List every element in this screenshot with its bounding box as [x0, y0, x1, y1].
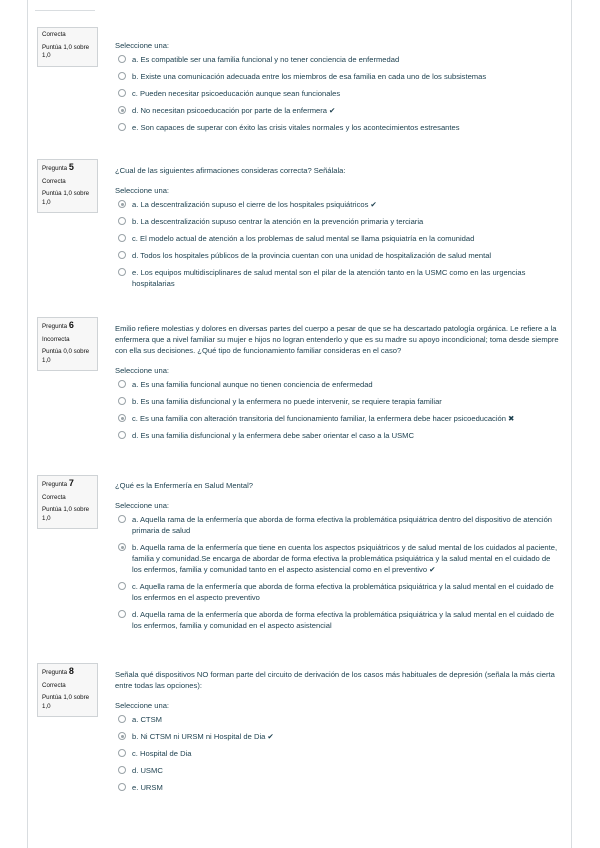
question-text: Emilio refiere molestias y dolores en diversas partes del cuerpo a pesar de que se ha descartado patología orgánica. Le refiere a la enfermera que a nivel familiar su mujer e hijos no logran entenderlo y que es su madre su apoyo incondicional; toma desde siempre con ella sus decisiones. ¿Qué tipo de funcionamiento familiar consideras en el caso? [115, 324, 559, 355]
check-icon: ✔ [267, 732, 274, 741]
option-text: b. La descentralización supuso centrar la atención en la prevención primaria y terciaria [132, 217, 424, 226]
option-text: c. Pueden necesitar psicoeducación aunque sean funcionales [132, 89, 341, 98]
option-text: b. Existe una comunicación adecuada entre los miembros de esa familia en cada uno de los subsistemas [132, 72, 487, 81]
page-right-border [571, 0, 572, 848]
option-text: d. Todos los hospitales públicos de la provincia cuentan con una unidad de hospitalización de salud mental [132, 251, 492, 260]
answer-option[interactable] [115, 748, 560, 759]
question-status: Correcta [42, 177, 66, 185]
answer-option[interactable] [115, 233, 560, 244]
radio-button[interactable] [118, 397, 126, 405]
answer-option[interactable] [115, 765, 560, 776]
answer-option[interactable] [115, 88, 560, 99]
question-info [37, 317, 98, 371]
question-status: Correcta [42, 681, 66, 689]
option-text: b. Es una familia disfuncional y la enfermera no puede intervenir, se requiere terapia familiar [132, 397, 442, 406]
cross-icon: ✖ [508, 414, 515, 423]
question-label: Pregunta [42, 481, 68, 488]
radio-button[interactable] [118, 380, 126, 388]
radio-button-selected[interactable] [118, 106, 126, 114]
question-status: Incorrecta [42, 335, 70, 343]
question-text: ¿Cual de las siguientes afirmaciones consideras correcta? Señálala: [115, 166, 346, 175]
question-info [37, 663, 98, 717]
top-rule [35, 10, 95, 11]
question-body [115, 323, 560, 447]
radio-button[interactable] [118, 783, 126, 791]
question-number: 5 [68, 162, 74, 172]
check-icon: ✔ [370, 200, 377, 209]
answer-option[interactable] [115, 379, 560, 390]
question-info [37, 27, 98, 67]
option-text: a. La descentralización supuso el cierre de los hospitales psiquiátricos [132, 200, 369, 209]
check-icon: ✔ [329, 106, 336, 115]
question-label: Pregunta [42, 323, 68, 330]
question-status: Correcta [42, 31, 66, 38]
option-text: d. USMC [132, 766, 163, 775]
option-text: e. Los equipos multidisciplinares de salud mental son el pilar de la atención tanto en la USMC como en las urgencias hospitalarias [132, 268, 526, 288]
select-prompt: Seleccione una: [115, 41, 170, 50]
answer-option[interactable] [115, 105, 560, 116]
question-body [115, 669, 560, 799]
option-text: d. Aquella rama de la enfermería que aborda de forma efectiva la problemática psiquiátrica y la salud mental en el cuidado de los enfermos, familia y comunidad en el aspecto asistencial [132, 610, 555, 630]
radio-button[interactable] [118, 766, 126, 774]
answer-option[interactable] [115, 396, 560, 407]
question-body [115, 480, 560, 637]
answer-option[interactable] [115, 731, 560, 742]
option-text: c. Es una familia con alteración transitoria del funcionamiento familiar, la enfermera debe hacer psicoeducación [132, 414, 506, 423]
radio-button[interactable] [118, 515, 126, 523]
select-prompt: Seleccione una: [115, 701, 170, 710]
answer-option[interactable] [115, 71, 560, 82]
answer-option[interactable] [115, 267, 560, 289]
question-number: 8 [68, 666, 74, 676]
question-text: ¿Qué es la Enfermería en Salud Mental? [115, 481, 254, 490]
question-score: Puntúa 1,0 sobre 1,0 [42, 694, 90, 710]
radio-button[interactable] [118, 234, 126, 242]
option-text: c. El modelo actual de atención a los problemas de salud mental se llama psiquiatría en la comunidad [132, 234, 475, 243]
option-text: e. URSM [132, 783, 163, 792]
question-number: 6 [68, 320, 74, 330]
answer-option[interactable] [115, 581, 560, 603]
answer-option[interactable] [115, 514, 560, 536]
radio-button[interactable] [118, 55, 126, 63]
option-text: a. Es compatible ser una familia funcional y no tener conciencia de enfermedad [132, 55, 400, 64]
radio-button[interactable] [118, 431, 126, 439]
option-text: e. Son capaces de superar con éxito las crisis vitales normales y los acontecimientos estresantes [132, 123, 460, 132]
question-label: Pregunta [42, 669, 68, 676]
question-score: Puntúa 1,0 sobre 1,0 [42, 43, 90, 59]
option-text: b. Ni CTSM ni URSM ni Hospital de Dia [132, 732, 266, 741]
radio-button[interactable] [118, 89, 126, 97]
option-text: d. No necesitan psicoeducación por parte de la enfermera [132, 106, 328, 115]
radio-button-selected[interactable] [118, 414, 126, 422]
question-label: Pregunta [42, 165, 68, 172]
question-body [115, 165, 560, 295]
answer-option[interactable] [115, 430, 560, 441]
radio-button[interactable] [118, 217, 126, 225]
answer-option[interactable] [115, 413, 560, 424]
answer-option[interactable] [115, 542, 560, 575]
question-number: 7 [68, 478, 74, 488]
radio-button[interactable] [118, 268, 126, 276]
option-text: d. Es una familia disfuncional y la enfermera debe saber orientar el caso a la USMC [132, 431, 414, 440]
radio-button-selected[interactable] [118, 543, 126, 551]
option-text: a. CTSM [132, 715, 162, 724]
page-left-border [27, 0, 28, 848]
option-text: c. Hospital de Dia [132, 749, 192, 758]
answer-option[interactable] [115, 54, 560, 65]
radio-button[interactable] [118, 749, 126, 757]
option-text: a. Es una familia funcional aunque no tienen conciencia de enfermedad [132, 380, 373, 389]
answer-option[interactable] [115, 216, 560, 227]
answer-option[interactable] [115, 199, 560, 210]
radio-button[interactable] [118, 610, 126, 618]
select-prompt: Seleccione una: [115, 501, 170, 510]
radio-button[interactable] [118, 715, 126, 723]
question-info [37, 475, 98, 529]
answer-option[interactable] [115, 714, 560, 725]
answer-option[interactable] [115, 250, 560, 261]
option-text: c. Aquella rama de la enfermería que aborda de forma efectiva la problemática psiquiátrica y la salud mental en el cuidado de los enfermos en el aspecto preventivo [132, 582, 554, 602]
option-text: a. Aquella rama de la enfermería que aborda de forma efectiva la problemática psiquiátrica dentro del dispositivo de atención primaria de salud [132, 515, 553, 535]
check-icon: ✔ [429, 565, 436, 574]
option-text: b. Aquella rama de la enfermería que tiene en cuenta los aspectos psiquiátricos y de salud mental de los cuidados al paciente, familia y comunidad.Se encarga de abordar de forma efectiva la problemática psiquiátrica y la salud mental en el cuidado de los enfermos, familia y comunidad tanto en el aspecto asistencial como en el preventivo [132, 543, 558, 574]
question-score: Puntúa 1,0 sobre 1,0 [42, 506, 90, 522]
select-prompt: Seleccione una: [115, 366, 170, 375]
answer-option[interactable] [115, 122, 560, 133]
question-body [115, 40, 560, 139]
question-score: Puntúa 1,0 sobre 1,0 [42, 190, 90, 206]
question-status: Correcta [42, 493, 66, 501]
radio-button[interactable] [118, 251, 126, 259]
radio-button-selected[interactable] [118, 200, 126, 208]
answer-option[interactable] [115, 609, 560, 631]
radio-button[interactable] [118, 72, 126, 80]
radio-button-selected[interactable] [118, 732, 126, 740]
answer-option[interactable] [115, 782, 560, 793]
question-text: Señala qué dispositivos NO forman parte del circuito de derivación de los casos más habituales de depresión (señala la más cierta entre todas las opciones): [115, 670, 555, 690]
question-info [37, 159, 98, 213]
radio-button[interactable] [118, 582, 126, 590]
select-prompt: Seleccione una: [115, 186, 170, 195]
question-score: Puntúa 0,0 sobre 1,0 [42, 348, 90, 364]
radio-button[interactable] [118, 123, 126, 131]
